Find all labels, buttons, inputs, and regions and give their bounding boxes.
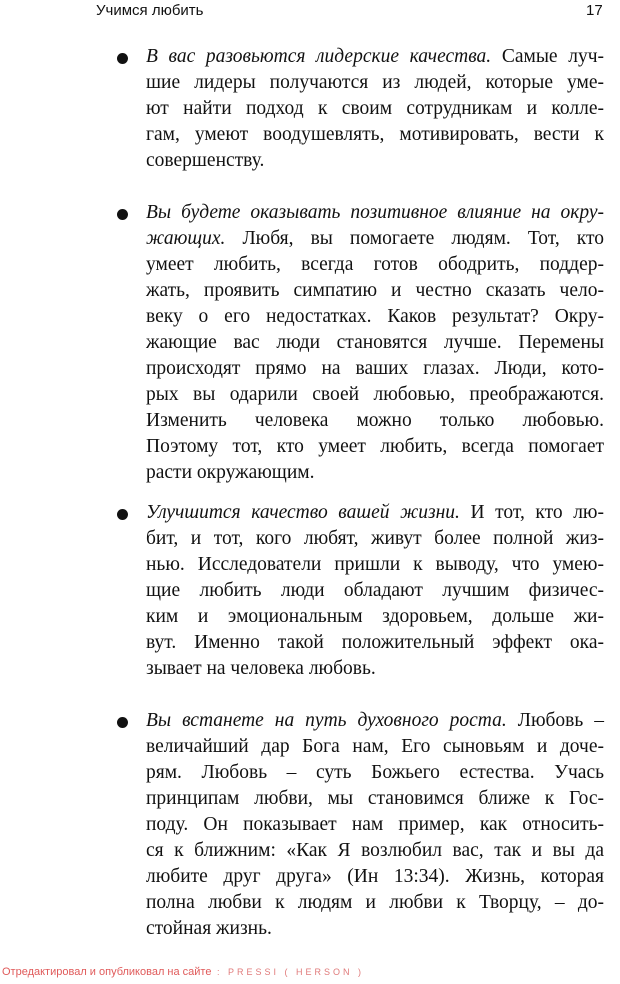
- line-text: расти окружающим.: [146, 462, 315, 483]
- text-line: [146, 656, 620, 682]
- page-header: [0, 0, 620, 26]
- text-line: [146, 890, 604, 916]
- line-text: Любя, вы помогаете людям. Тот, кто: [225, 228, 604, 249]
- line-text: Любовь –: [506, 710, 604, 731]
- lead-phrase: Улучшится качество вашей жизни.: [146, 502, 460, 523]
- line-text: полна любви к людям и любви к Творцу, – до-: [146, 892, 604, 913]
- line-text: стойная жизнь.: [146, 918, 272, 939]
- line-text: Изменить человека можно только любовью.: [146, 410, 604, 431]
- line-text: зывает на человека любовь.: [146, 658, 376, 679]
- text-line: [146, 226, 604, 252]
- text-line: [146, 812, 604, 838]
- line-text: принципам любви, мы становимся ближе к Гос-: [146, 788, 604, 809]
- line-text: бит, и тот, кого любят, живут более полной жиз-: [146, 528, 604, 549]
- text-line: [146, 604, 604, 630]
- line-text: нью. Исследователи пришли к выводу, что умею-: [146, 554, 604, 575]
- text-line: [146, 838, 604, 864]
- line-text: жающие вас люди становятся лучше. Перемены: [146, 332, 604, 353]
- text-line: [146, 356, 604, 382]
- line-text: ким и эмоциональным здоровьем, дольше жи-: [146, 606, 604, 627]
- lead-phrase: Вы встанете на путь духовного роста.: [146, 710, 507, 731]
- text-line: [146, 330, 604, 356]
- line-text: Поэтому тот, кто умеет любить, всегда помогает: [146, 436, 604, 457]
- lead-phrase: В вас разовьются лидерские качества.: [146, 46, 492, 67]
- text-line: [146, 760, 604, 786]
- footer-brand: : PRESSI ( HERSON ): [211, 967, 364, 977]
- publisher-footer: [2, 966, 364, 978]
- line-text: щие любить люди обладают лучшим физичес-: [146, 580, 604, 601]
- text-line: [146, 526, 604, 552]
- text-line: [146, 148, 620, 174]
- text-line: [146, 630, 604, 656]
- text-line: [146, 278, 604, 304]
- text-line: [146, 96, 604, 122]
- line-text: рых вы одарили своей любовью, преображаются.: [146, 384, 604, 405]
- text-line: [146, 382, 604, 408]
- lead-phrase: Вы будете оказывать позитивное влияние на окру-: [146, 202, 604, 223]
- line-text: жать, проявить симпатию и честно сказать чело-: [146, 280, 604, 301]
- bullet-icon: [117, 717, 128, 728]
- text-line: [146, 252, 604, 278]
- text-line: [146, 304, 604, 330]
- text-line: [146, 864, 604, 890]
- text-line: [146, 460, 620, 486]
- line-text: Самые луч-: [491, 46, 604, 67]
- page-number: 17: [586, 2, 603, 19]
- text-line: [146, 434, 604, 460]
- line-text: происходят прямо на ваших глазах. Люди, кото-: [146, 358, 604, 379]
- line-text: И тот, кто лю-: [459, 502, 604, 523]
- line-text: рям. Любовь – суть Божьего естества. Учась: [146, 762, 604, 783]
- text-line: [146, 500, 604, 526]
- running-title: Учимся любить: [96, 2, 204, 19]
- line-text: гам, умеют воодушевлять, мотивировать, вести к: [146, 124, 604, 145]
- text-line: [146, 44, 604, 70]
- text-line: [146, 786, 604, 812]
- text-line: [146, 200, 604, 226]
- bullet-icon: [117, 509, 128, 520]
- text-line: [146, 734, 604, 760]
- text-line: [146, 916, 620, 942]
- line-text: поду. Он показывает нам пример, как относить-: [146, 814, 604, 835]
- line-text: веку о его недостатках. Каков результат? Окру-: [146, 306, 604, 327]
- text-line: [146, 708, 604, 734]
- line-text: совершенству.: [146, 150, 265, 171]
- bullet-icon: [117, 209, 128, 220]
- text-line: [146, 70, 604, 96]
- line-text: ют найти подход к своим сотрудникам и колле-: [146, 98, 604, 119]
- text-line: [146, 578, 604, 604]
- line-text: величайший дар Бога нам, Его сыновьям и доче-: [146, 736, 604, 757]
- text-line: [146, 552, 604, 578]
- text-line: [146, 122, 604, 148]
- line-text: вут. Именно такой положительный эффект ока-: [146, 632, 604, 653]
- footer-text: Отредактировал и опубликовал на сайте: [2, 966, 212, 978]
- text-line: [146, 408, 604, 434]
- lead-phrase: жающих.: [146, 228, 226, 249]
- line-text: любите друг друга» (Ин 13:34). Жизнь, которая: [146, 866, 604, 887]
- bullet-icon: [117, 53, 128, 64]
- line-text: умеет любить, всегда готов ободрить, поддер-: [146, 254, 604, 275]
- line-text: шие лидеры получаются из людей, которые уме-: [146, 72, 604, 93]
- line-text: ся к ближним: «Как Я возлюбил вас, так и вы да: [146, 840, 604, 861]
